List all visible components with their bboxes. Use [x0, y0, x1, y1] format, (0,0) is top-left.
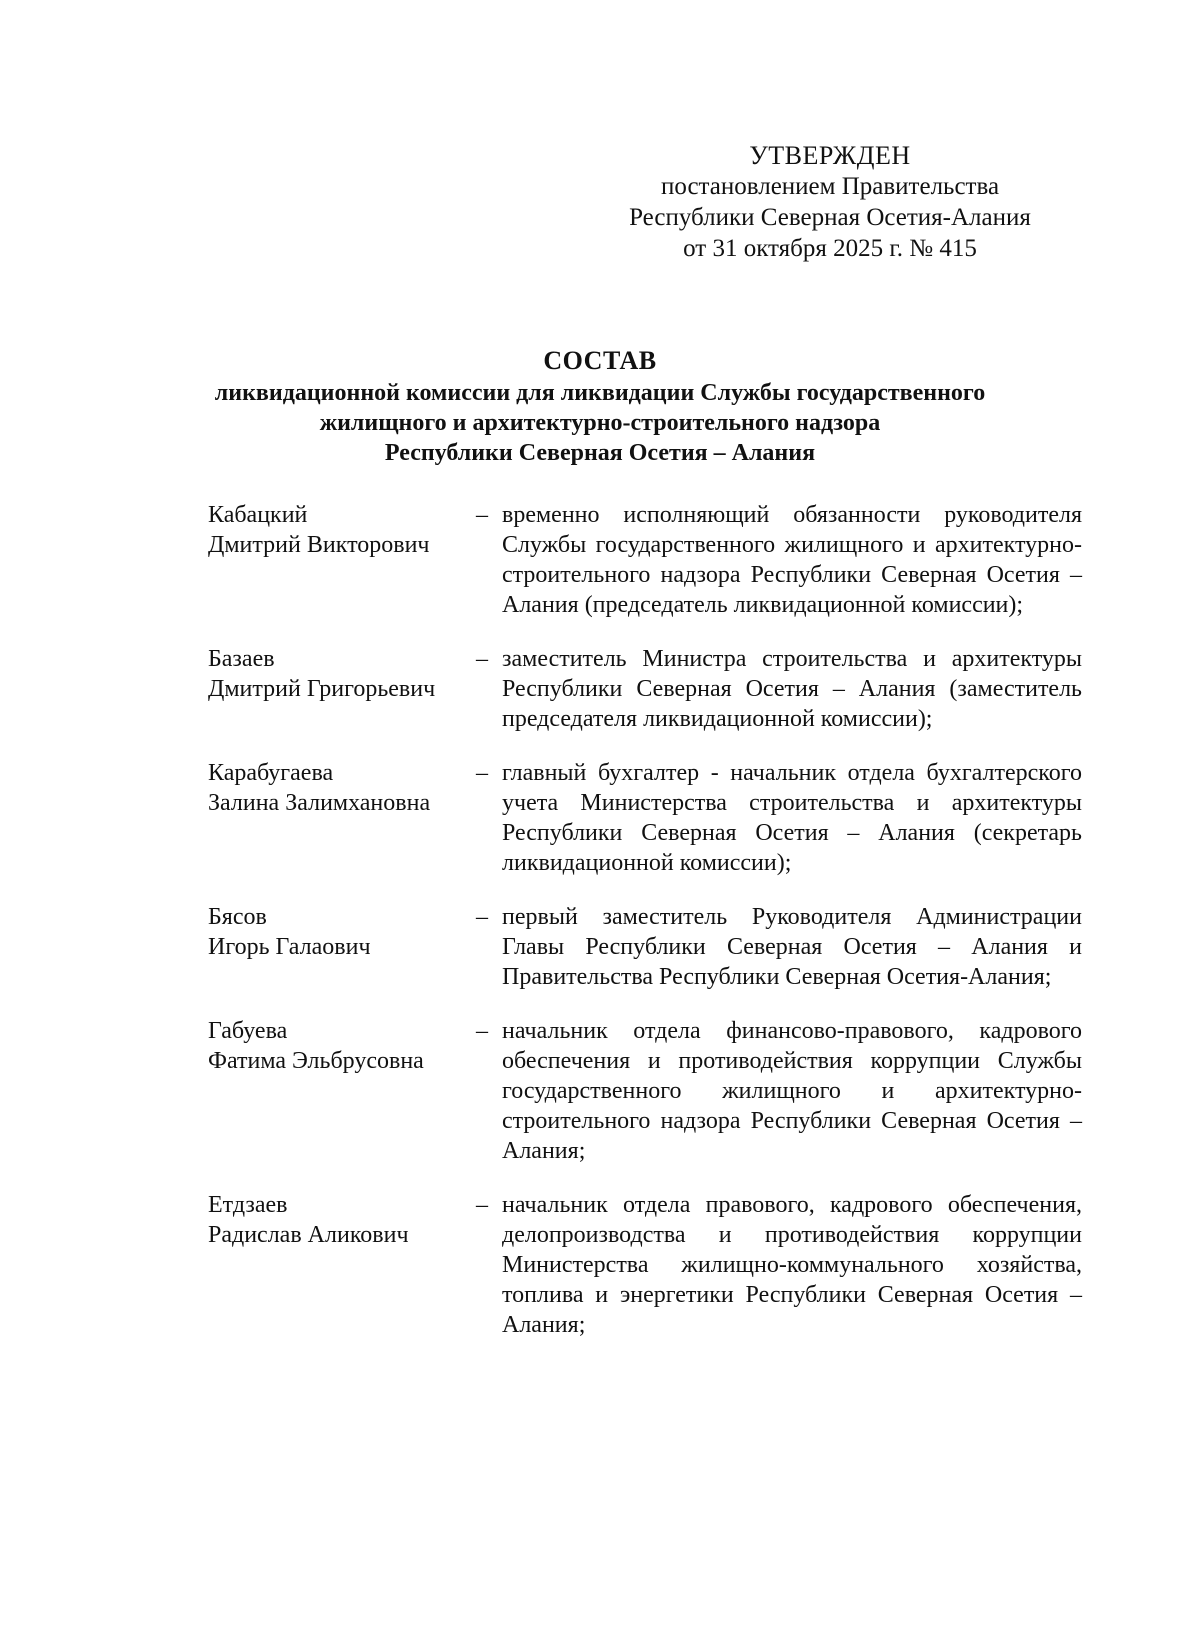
member-name	[208, 1016, 476, 1076]
approval-stamp	[600, 140, 1060, 264]
member-position: начальник отдела финансово-правового, кадрового обеспечения и противодействия коррупции Службы государственного жилищного и архитектурно-строительного надзора Республики Северная Осетия – Алания;	[502, 1018, 1082, 1164]
list-item	[208, 1016, 1108, 1166]
dash-separator: –	[476, 646, 488, 672]
member-name	[208, 500, 476, 560]
title-line: жилищного и архитектурно-строительного надзора	[319, 410, 881, 436]
member-position: первый заместитель Руководителя Администрации Главы Республики Северная Осетия – Алания и Правительства Республики Северная Осетия-Алания;	[502, 904, 1082, 990]
dash-separator: –	[476, 760, 488, 786]
approval-line: постановлением Правительства	[660, 173, 1000, 200]
member-list	[208, 500, 1108, 1364]
member-surname: Карабугаева	[208, 760, 334, 786]
member-name	[208, 758, 476, 818]
member-name	[208, 644, 476, 704]
member-position: заместитель Министра строительства и архитектуры Республики Северная Осетия – Алания (заместитель председателя ликвидационной комиссии);	[502, 646, 1082, 732]
document-title	[150, 346, 1050, 468]
member-given-name: Залина Залимхановна	[208, 790, 431, 816]
member-position: главный бухгалтер - начальник отдела бухгалтерского учета Министерства строительства и архитектуры Республики Северная Осетия – Алания (секретарь ликвидационной комиссии);	[502, 760, 1082, 876]
member-given-name: Дмитрий Викторович	[208, 532, 430, 558]
list-item	[208, 1190, 1108, 1340]
member-given-name: Дмитрий Григорьевич	[208, 676, 436, 702]
member-surname: Габуева	[208, 1018, 288, 1044]
list-item	[208, 500, 1108, 620]
approval-line: Республики Северная Осетия-Алания	[629, 204, 1031, 231]
list-item	[208, 758, 1108, 878]
dash-separator: –	[476, 502, 488, 528]
dash-separator: –	[476, 904, 488, 930]
approval-heading: УТВЕРЖДЕН	[749, 141, 911, 170]
list-item	[208, 644, 1108, 734]
approval-date-line: от 31 октября 2025 г. № 415	[683, 235, 977, 262]
member-surname: Етдзаев	[208, 1192, 288, 1218]
title-line: Республики Северная Осетия – Алания	[384, 440, 816, 466]
title-main: СОСТАВ	[543, 346, 657, 375]
member-position: начальник отдела правового, кадрового обеспечения, делопроизводства и противодействия коррупции Министерства жилищно-коммунального хозяйства, топлива и энергетики Республики Северная Осетия – Алания;	[502, 1192, 1082, 1338]
member-surname: Базаев	[208, 646, 275, 672]
list-item	[208, 902, 1108, 992]
member-name	[208, 902, 476, 962]
dash-separator: –	[476, 1018, 488, 1044]
member-name	[208, 1190, 476, 1250]
title-line: ликвидационной комиссии для ликвидации Службы государственного	[214, 380, 986, 406]
member-surname: Бясов	[208, 904, 267, 930]
dash-separator: –	[476, 1192, 488, 1218]
member-surname: Кабацкий	[208, 502, 308, 528]
member-given-name: Игорь Галаович	[208, 934, 371, 960]
member-given-name: Фатима Эльбрусовна	[208, 1048, 424, 1074]
member-given-name: Радислав Аликович	[208, 1222, 409, 1248]
member-position: временно исполняющий обязанности руководителя Службы государственного жилищного и архитектурно-строительного надзора Республики Северная Осетия – Алания (председатель ликвидационной комиссии);	[502, 502, 1082, 618]
